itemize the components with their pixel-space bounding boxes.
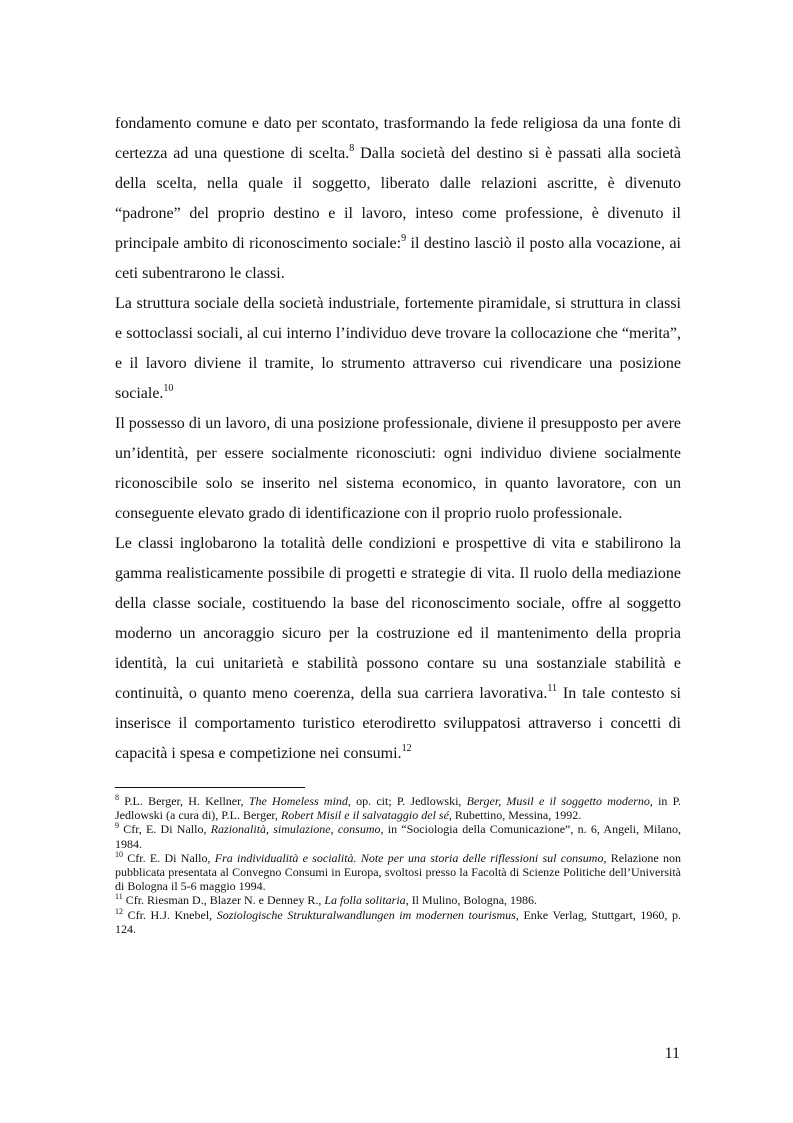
text-run: Cfr. Riesman D., Blazer N. e Denney R., xyxy=(122,893,325,908)
footnote-ref: 11 xyxy=(547,682,557,694)
footnote-ref: 8 xyxy=(349,142,355,154)
footnote-12 xyxy=(115,908,681,936)
text-run: fondamento comune e dato per scontato, trasformando la fede religiosa da una fonte di certezza ad una questione di scelta. xyxy=(115,115,681,162)
footnote-8 xyxy=(115,794,681,822)
text-run: , Enke Verlag, Stuttgart, 1960, p. 124. xyxy=(115,907,681,936)
text-run: Cfr. E. Di Nallo, xyxy=(123,850,215,865)
text-run: , Rubettino, Messina, 1992. xyxy=(448,808,582,823)
footnote-separator xyxy=(115,787,305,788)
text-run: Cfr, E. Di Nallo, xyxy=(119,822,211,837)
footnote-ref: 11 xyxy=(115,892,123,902)
italic-title: Fra individualità e socialità. Note per una storia delle riflessioni sul consumo xyxy=(214,850,604,865)
italic-title: Robert Misil e il salvataggio del sé xyxy=(280,808,449,823)
footnotes xyxy=(115,794,681,936)
footnote-ref: 12 xyxy=(115,906,123,916)
text-run: op. cit; P. Jedlowski, xyxy=(350,794,467,808)
text-run: in P. Jedlowski (a cura di), P.L. Berger, xyxy=(115,794,681,823)
text-run: il destino lasciò il posto alla vocazione, ai ceti subentrarono le classi. xyxy=(115,235,681,282)
text-run: P.L. Berger, H. Kellner, xyxy=(119,794,249,808)
italic-title: La folla solitaria xyxy=(324,893,406,908)
paragraph-3 xyxy=(115,409,681,529)
text-run: Cfr. H.J. Knebel, xyxy=(123,907,217,922)
text-run: , in “Sociologia della Comunicazione”, n. 6, Angeli, Milano, 1984. xyxy=(115,822,681,851)
text-run: Le classi inglobarono la totalità delle condizioni e prospettive di vita e stabilirono la gamma realisticamente possibile di progetti e strategie di vita. Il ruolo della mediazione della classe sociale, costituendo la base del riconoscimento sociale, offre al soggetto moderno un ancoraggio sicuro per la costruzione ed il mantenimento della propria identità, la cui unitarietà e stabilità possono contare su una sostanziale stabilità e continuità, o quanto meno coerenza, della sua carriera lavorativa. xyxy=(115,535,681,702)
footnote-ref: 9 xyxy=(115,821,119,831)
body-text xyxy=(115,109,681,769)
paragraph-1 xyxy=(115,109,681,289)
footnote-ref: 10 xyxy=(115,849,123,859)
paragraph-4 xyxy=(115,529,681,769)
footnote-9 xyxy=(115,822,681,850)
italic-title: Berger, Musil e il soggetto moderno, xyxy=(466,794,653,808)
paragraph-2 xyxy=(115,289,681,409)
text-run: In tale contesto si inserisce il comportamento turistico eterodiretto sviluppatosi attraverso i concetti di capacità i spesa e competizione nei consumi. xyxy=(115,685,681,762)
italic-title: Soziologische Strukturalwandlungen im modernen tourismus xyxy=(216,907,516,922)
text-run: , Relazione non pubblicata presentata al Convegno Consumi in Europa, svoltosi presso la Facoltà di Scienze Politiche dell’Università di Bologna il 5-6 maggio 1994. xyxy=(115,850,682,894)
footnote-ref: 8 xyxy=(115,793,119,802)
footnote-ref: 10 xyxy=(163,382,174,394)
page-number: 11 xyxy=(664,1045,680,1062)
footnote-ref: 12 xyxy=(401,742,412,754)
text-run: , Il Mulino, Bologna, 1986. xyxy=(405,893,538,908)
footnote-11 xyxy=(115,893,681,907)
text-run: Dalla società del destino si è passati alla società della scelta, nella quale il soggetto, liberato dalle relazioni ascritte, è divenuto “padrone” del proprio destino e il lavoro, inteso come professione, è divenuto il principale ambito di riconoscimento sociale: xyxy=(115,145,682,252)
page-content xyxy=(115,109,681,936)
footnote-10 xyxy=(115,851,681,894)
footnote-ref: 9 xyxy=(401,232,407,244)
italic-title: Razionalità, simulazione, consumo xyxy=(210,822,381,837)
text-run: La struttura sociale della società industriale, fortemente piramidale, si struttura in classi e sottoclassi sociali, al cui interno l’individuo deve trovare la collocazione che “merita”, e il lavoro diviene il tramite, lo strumento attraverso cui rivendicare una posizione sociale. xyxy=(115,295,681,402)
italic-title: The Homeless mind, xyxy=(248,794,351,808)
text-run: Il possesso di un lavoro, di una posizione professionale, diviene il presupposto per avere un’identità, per essere socialmente riconosciuti: ogni individuo diviene socialmente riconoscibile solo se inserito nel sistema economico, in quanto lavoratore, con un conseguente elevato grado di identificazione con il proprio ruolo professionale. xyxy=(115,415,681,522)
